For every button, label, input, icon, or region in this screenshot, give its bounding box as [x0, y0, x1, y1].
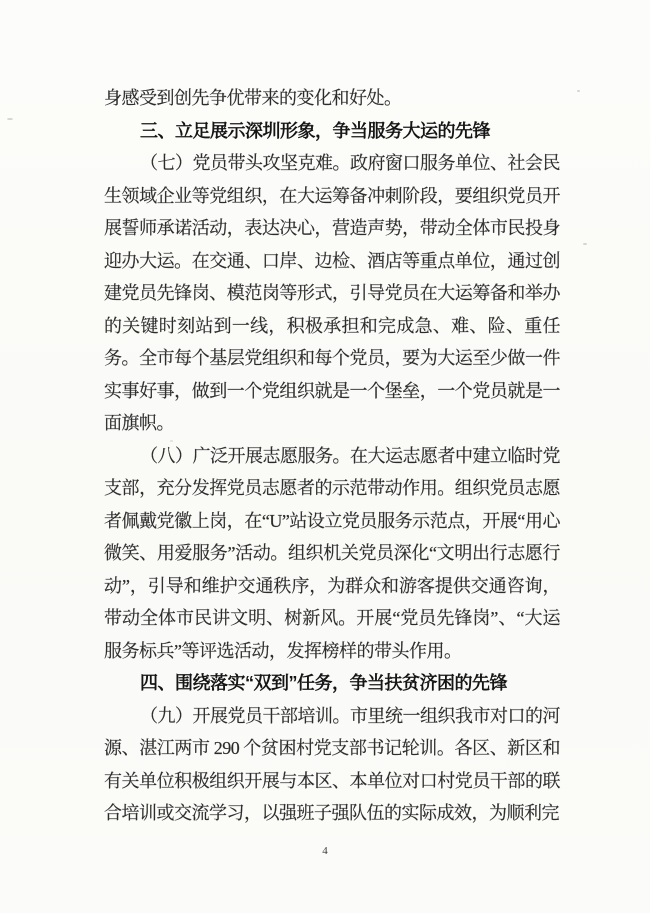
scan-artifact: [583, 243, 587, 245]
paragraph-continuation: 身感受到创先争优带来的变化和好处。: [104, 88, 402, 108]
paragraph-item-7: （七）党员带头攻坚克难。政府窗口服务单位、社会民生领域企业等党组织，在大运筹备冲刺阶段，要组织党员开展誓师承诺活动，表达决心，营造声势，带动全体市民投身迎办大运。在交通、口岸、边检、酒店等重点单位，通过创建党员先锋岗、模范岗等形式，引导党员在大运筹备和举办的关键时刻站到一线，积极承担和完成急、难、险、重任务。全市每个基层党组织和每个党员，要为大运至少做一件实事好事，做到一个党组织就是一个堡垒，一个党员就是一面旗帜。: [104, 153, 560, 433]
scan-artifact: [7, 118, 13, 120]
scan-artifact: [577, 90, 580, 92]
page-number: 4: [322, 845, 328, 857]
section-heading-3: 三、立足展示深圳形象，争当服务大运的先锋: [140, 120, 490, 141]
document-body: [104, 82, 560, 830]
section-heading-4: 四、围绕落实“双到”任务，争当扶贫济困的先锋: [140, 673, 507, 693]
paragraph-item-9: （九）开展党员干部培训。市里统一组织我市对口的河源、湛江两市 290 个贫困村党支部书记轮训。各区、新区和有关单位积极组织开展与本区、本单位对口村党员干部的联合培训或交流学习，以强班子强队伍的实际成效，为顺利完: [104, 705, 560, 823]
paragraph-item-8: （八）广泛开展志愿服务。在大运志愿者中建立临时党支部，充分发挥党员志愿者的示范带动作用。组织党员志愿者佩戴党徽上岗，在“U”站设立党员服务示范点，开展“用心微笑、用爱服务”活动。组织机关党员深化“文明出行志愿行动”，引导和维护交通秩序，为群众和游客提供交通咨询，带动全体市民讲文明、树新风。开展“党员先锋岗”、“大运服务标兵”等评选活动，发挥榜样的带头作用。: [104, 445, 560, 661]
